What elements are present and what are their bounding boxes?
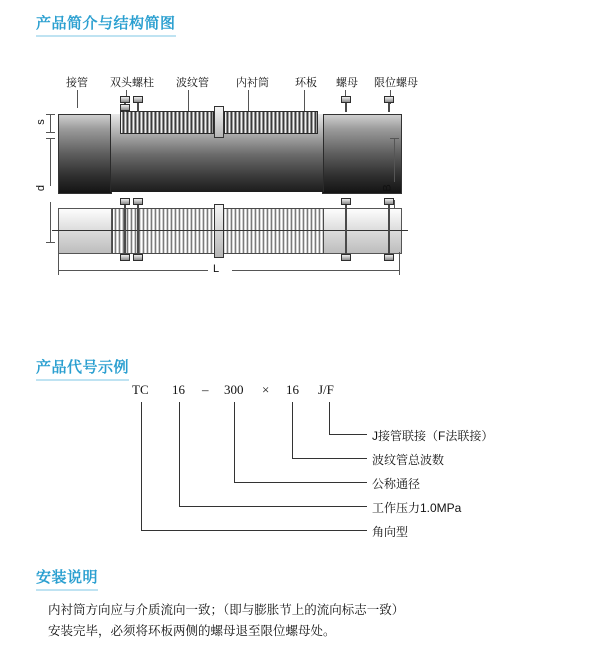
dim-tick: [46, 242, 55, 243]
dim-tick: [46, 132, 55, 133]
dim-width: B: [381, 184, 394, 192]
section-title-code: 产品代号示例: [36, 356, 129, 377]
code-part-waves: 16: [286, 382, 299, 397]
ring-plate-top: [214, 106, 224, 138]
callout-label-7: 限位螺母: [374, 77, 418, 89]
section-title-install: 安装说明: [36, 566, 98, 587]
product-code-diagram: [36, 382, 564, 542]
code-desc-dn: 公称通径: [372, 477, 421, 491]
nut-plan: [120, 198, 130, 205]
nut: [120, 104, 130, 111]
bellows-right: [224, 111, 318, 134]
section-title-intro: 产品简介与结构简图: [36, 12, 176, 33]
code-part-dn: 300: [224, 382, 244, 397]
ring-plate-plan: [214, 204, 224, 258]
bellows-plan-left: [112, 208, 218, 254]
code-leader-line: [292, 402, 293, 458]
callout-label-3: 波纹管: [176, 77, 209, 89]
code-part-connection: J/F: [318, 382, 334, 397]
code-connector-line: [179, 506, 367, 507]
code-part-pressure: 16: [172, 382, 185, 397]
code-part-tc: TC: [132, 382, 149, 397]
install-note-line-1: 内衬筒方向应与介质流向一致；（即与膨胀节上的流向标志一致）: [48, 603, 405, 617]
code-desc-connection: J接管联接（F法联接）: [372, 429, 494, 443]
center-axis: [52, 230, 408, 231]
dim-line-l: [58, 270, 208, 271]
structure-diagram: [36, 62, 564, 292]
dim-length: L: [213, 263, 220, 275]
dim-line-d: [50, 138, 51, 186]
dim-thickness: s: [34, 119, 47, 125]
dim-tick: [46, 114, 55, 115]
limit-nut-plan: [384, 254, 394, 261]
code-desc-waves: 波纹管总波数: [372, 453, 445, 467]
callout-label-4: 内衬筒: [236, 77, 269, 89]
code-leader-line: [179, 402, 180, 506]
dim-line-d: [50, 202, 51, 242]
callout-label-6: 螺母: [336, 77, 358, 89]
code-connector-line: [234, 482, 367, 483]
nut-plan: [133, 198, 143, 205]
nut: [120, 96, 130, 103]
limit-nut: [384, 96, 394, 103]
code-leader-line: [329, 402, 330, 434]
code-part-times: ×: [262, 382, 270, 397]
code-connector-line: [141, 530, 367, 531]
bellows-plan-right: [220, 208, 324, 254]
code-desc-type: 角向型: [372, 525, 409, 539]
limit-nut-plan: [341, 198, 351, 205]
code-part-dash: –: [202, 382, 209, 397]
limit-nut: [341, 96, 351, 103]
limit-nut-plan: [384, 198, 394, 205]
code-connector-line: [329, 434, 367, 435]
pipe-plan-left: [58, 208, 112, 254]
dim-line-b: [394, 138, 395, 182]
stud-bolt-plan: [345, 200, 347, 258]
code-desc-pressure: 工作压力1.0MPa: [372, 501, 462, 515]
callout-label-5: 环板: [295, 77, 317, 89]
stud-bolt-plan: [137, 200, 139, 258]
nut-plan: [120, 254, 130, 261]
nut: [133, 96, 143, 103]
extension-line: [399, 252, 400, 270]
code-leader-line: [141, 402, 142, 530]
extension-line: [58, 252, 59, 270]
callout-label-2: 双头螺柱: [110, 77, 154, 89]
code-connector-line: [292, 458, 367, 459]
limit-nut-plan: [341, 254, 351, 261]
dim-tick: [46, 138, 55, 139]
callout-label-1: 接管: [66, 77, 88, 89]
dim-tick: [390, 138, 399, 139]
dim-diameter: d: [35, 184, 48, 192]
install-note-line-2: 安装完毕，必须将环板两侧的螺母退至限位螺母处。: [48, 624, 336, 638]
pipe-right-body: [322, 114, 402, 194]
dim-line-l: [232, 270, 400, 271]
stud-bolt-plan: [388, 200, 390, 258]
nut-plan: [133, 254, 143, 261]
leader-line: [77, 90, 78, 108]
pipe-plan-right: [322, 208, 402, 254]
install-notes: [48, 600, 568, 642]
dim-line-s: [50, 114, 51, 132]
stud-bolt-plan: [124, 200, 126, 258]
bellows-left: [120, 111, 214, 134]
code-leader-line: [234, 402, 235, 482]
pipe-left-stub: [58, 114, 112, 194]
